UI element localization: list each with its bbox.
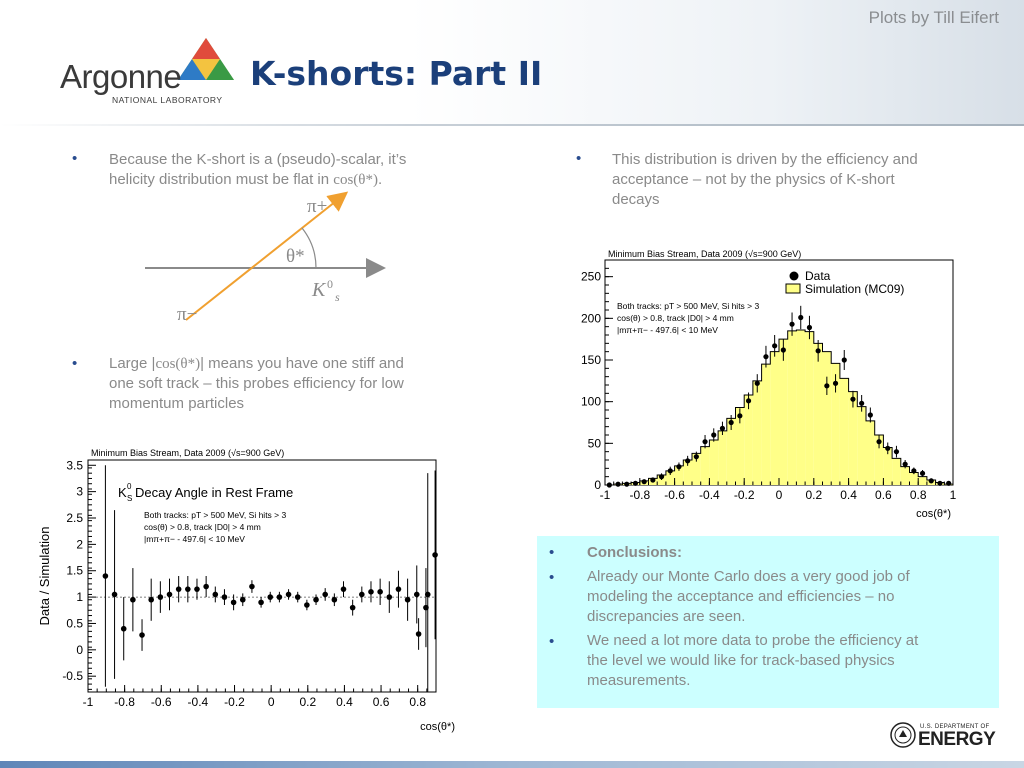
ratio-point [249, 584, 255, 590]
left-bullet-2 [109, 354, 404, 414]
argonne-logo-icon [178, 38, 234, 86]
ratio-point [313, 597, 319, 603]
y-tick-label: 0.5 [66, 616, 83, 631]
data-point [868, 412, 873, 417]
ratio-point [322, 592, 328, 598]
ratio-point [432, 552, 438, 558]
data-point [807, 325, 812, 330]
kaon-superscript: 0 [327, 277, 333, 291]
simulation-bin [762, 364, 771, 485]
data-point [833, 381, 838, 386]
simulation-bin [701, 447, 710, 485]
simulation-bin [805, 332, 814, 485]
x-tick-label: 0.4 [840, 488, 857, 502]
simulation-bin [918, 477, 927, 485]
data-point [624, 482, 629, 487]
data-point [702, 439, 707, 444]
subtitle-superscript: 0 [127, 482, 132, 491]
x-tick-label: 0.2 [805, 488, 823, 502]
bullet-marker: • [549, 569, 555, 586]
simulation-bin [718, 431, 727, 485]
data-point [946, 481, 951, 486]
ratio-point [295, 594, 301, 600]
conclusion-2-line-2: the level we would like for track-based physics [587, 652, 895, 669]
y-tick-label: 50 [587, 436, 601, 451]
argonne-logo-subtitle: NATIONAL LABORATORY [112, 95, 223, 105]
data-point [659, 474, 664, 479]
ratio-point [112, 592, 118, 598]
cut-line-2: cos(θ) > 0.8, track |D0| > 4 mm [617, 313, 734, 323]
ratio-point [425, 592, 431, 598]
data-point [876, 439, 881, 444]
simulation-bin [892, 458, 901, 485]
data-point [737, 413, 742, 418]
argonne-logo-text: Argonne [60, 58, 182, 95]
ratio-point [167, 592, 173, 598]
y-tick-label: 0 [76, 642, 83, 657]
chart-header: Minimum Bias Stream, Data 2009 (√s=900 GeV) [91, 448, 285, 458]
y-tick-label: 150 [580, 353, 601, 367]
left-bullet-2-line-2: one soft track – this probes efficiency for low [109, 375, 404, 392]
y-tick-label: 3.5 [66, 458, 83, 473]
y-tick-label: 0 [594, 478, 601, 492]
data-point [633, 481, 638, 486]
x-tick-label: -0.8 [114, 695, 135, 709]
bullet-marker: • [549, 544, 555, 561]
conclusions-heading: Conclusions: [587, 544, 683, 561]
data-point [920, 471, 925, 476]
ratio-point [304, 602, 310, 608]
ratio-point [286, 592, 292, 598]
doe-energy-text: ENERGY [918, 729, 996, 750]
x-tick-label: -0.2 [224, 695, 245, 709]
data-point [668, 468, 673, 473]
simulation-bin [753, 381, 762, 485]
data-point [763, 354, 768, 359]
simulation-bin [814, 343, 823, 485]
ratio-point [414, 592, 420, 598]
ratio-point [139, 632, 145, 638]
x-tick-label: -0.6 [150, 695, 172, 709]
ratio-point [341, 586, 347, 592]
theta-star-label: θ* [286, 246, 305, 267]
x-tick-label: 0.4 [336, 695, 353, 709]
ratio-point [194, 586, 200, 592]
left-bullet-1 [109, 150, 406, 190]
data-point [676, 464, 681, 469]
cut-line-3: |mπ+π− - 497.6| < 10 MeV [617, 325, 718, 335]
ratio-point [231, 600, 237, 606]
math-cos-theta: cos(θ*) [155, 356, 201, 372]
x-tick-label: -1 [82, 695, 94, 709]
x-tick-label: 0 [267, 695, 275, 709]
legend-data-marker [790, 272, 799, 281]
data-point [885, 446, 890, 451]
data-point [755, 381, 760, 386]
data-point [850, 397, 855, 402]
data-point [729, 420, 734, 425]
data-point [859, 401, 864, 406]
left-bullet-2-line-1: Large |cos(θ*)| means you have one stiff and [109, 355, 404, 372]
data-point [937, 481, 942, 486]
data-point [798, 315, 803, 320]
bullet-marker: • [549, 633, 555, 650]
bullet-marker: • [576, 150, 582, 167]
x-tick-label: 0.6 [372, 695, 390, 709]
ratio-point [148, 597, 154, 603]
footer-bar [0, 761, 1024, 768]
simulation-bin [901, 467, 910, 485]
ratio-point [203, 584, 209, 590]
simulation-bin [840, 378, 849, 485]
simulation-bin [779, 339, 788, 485]
x-tick-label: 0.8 [909, 488, 927, 502]
ratio-point [121, 626, 127, 632]
ratio-point [212, 592, 218, 598]
x-tick-label: -0.4 [187, 695, 209, 709]
legend-data-label: Data [805, 269, 831, 283]
subtitle-symbol: K [118, 485, 127, 500]
math-cos-theta: cos(θ*) [333, 172, 378, 188]
simulation-bin [796, 330, 805, 485]
data-point [711, 432, 716, 437]
left-bullet-1-line-1: Because the K-short is a (pseudo)-scalar, it’s [109, 151, 407, 168]
pi-minus-label: π− [177, 304, 198, 325]
x-axis-label: cos(θ*) [916, 508, 951, 520]
cut-line-1: Both tracks: pT > 500 MeV, Si hits > 3 [617, 301, 760, 311]
x-tick-label: 1 [949, 488, 957, 502]
subtitle-subscript: S [127, 494, 133, 503]
data-point [772, 343, 777, 348]
data-point [685, 458, 690, 463]
right-bullet-line-1: This distribution is driven by the efficiency and [612, 151, 918, 168]
ratio-point [277, 594, 283, 600]
data-point [789, 322, 794, 327]
data-point [911, 468, 916, 473]
y-tick-label: 1.5 [66, 563, 83, 578]
right-bullet-line-3: decays [612, 191, 660, 208]
legend-simulation-label: Simulation (MC09) [805, 282, 905, 296]
ratio-point [368, 589, 374, 595]
data-point [642, 479, 647, 484]
left-bullet-1-line-2: helicity distribution must be flat in cos(θ*). [109, 171, 383, 188]
cos-theta-distribution-chart [565, 243, 965, 523]
conclusion-2-line-3: measurements. [587, 672, 691, 689]
doe-seal-icon [890, 722, 916, 748]
ratio-point [267, 594, 273, 600]
data-point [824, 383, 829, 388]
y-axis-label: Data / Simulation [37, 526, 52, 626]
x-tick-label: -0.4 [699, 488, 720, 502]
chart-header: Minimum Bias Stream, Data 2009 (√s=900 GeV) [608, 249, 802, 259]
doe-department-text: U.S. DEPARTMENT OF [920, 724, 990, 730]
y-tick-label: -0.5 [62, 669, 83, 684]
right-bullet [612, 150, 918, 210]
data-point [842, 357, 847, 362]
ratio-point [377, 589, 383, 595]
ratio-point [130, 597, 136, 603]
y-tick-label: 100 [580, 394, 601, 409]
kaon-subscript: s [335, 290, 340, 304]
right-bullet-line-2: acceptance – not by the physics of K-short [612, 171, 895, 188]
ratio-point [258, 600, 264, 606]
data-point [894, 449, 899, 454]
simulation-bin [770, 352, 779, 485]
ratio-point [416, 631, 422, 637]
ratio-point [185, 586, 191, 592]
conclusion-1-line-3: discrepancies are seen. [587, 608, 746, 625]
bullet-marker: • [72, 355, 78, 372]
simulation-bin [709, 440, 718, 485]
data-point [816, 348, 821, 353]
y-tick-label: 250 [580, 269, 601, 284]
simulation-bin [823, 352, 832, 485]
ratio-point [222, 594, 228, 600]
simulation-bin [910, 473, 919, 486]
simulation-bin [788, 331, 797, 485]
ratio-point [240, 597, 246, 603]
ratio-point [359, 592, 365, 598]
x-tick-label: 0.8 [409, 695, 427, 709]
ratio-point [103, 573, 109, 579]
ratio-point [396, 586, 402, 592]
simulation-bin [857, 407, 866, 485]
chart-subtitle: Decay Angle in Rest Frame [135, 485, 294, 500]
data-point [615, 482, 620, 487]
data-point [694, 454, 699, 459]
plot-credit: Plots by Till Eifert [868, 8, 999, 27]
bullet-marker: • [72, 150, 78, 167]
x-tick-label: -0.2 [733, 488, 755, 502]
x-tick-label: 0.6 [875, 488, 892, 502]
cut-line-1: Both tracks: pT > 500 MeV, Si hits > 3 [144, 510, 287, 520]
x-axis-label: cos(θ*) [420, 721, 455, 733]
left-bullet-2-line-3: momentum particles [109, 395, 245, 412]
ratio-point [350, 605, 356, 611]
x-tick-label: -1 [599, 488, 611, 502]
data-point [781, 347, 786, 352]
conclusion-item-1 [587, 567, 910, 627]
ratio-point [158, 594, 164, 600]
x-tick-label: -0.8 [629, 488, 651, 502]
decay-angle-diagram [140, 190, 400, 330]
slide-title: K-shorts: Part II [250, 54, 543, 93]
y-tick-label: 2 [76, 537, 83, 552]
data-simulation-ratio-chart [33, 440, 463, 740]
cut-line-3: |mπ+π− - 497.6| < 10 MeV [144, 534, 245, 544]
x-tick-label: 0.2 [299, 695, 317, 709]
simulation-bin [866, 421, 875, 485]
conclusion-1-line-1: Already our Monte Carlo does a very good job of [587, 568, 910, 585]
data-point [903, 462, 908, 467]
ratio-point [405, 597, 411, 603]
pi-plus-label: π+ [307, 196, 328, 217]
y-tick-label: 3 [76, 484, 83, 499]
y-tick-label: 200 [580, 311, 601, 326]
conclusion-1-line-2: modeling the acceptance and efficiencies – no [587, 588, 895, 605]
ratio-point [332, 597, 338, 603]
header-divider [0, 124, 1024, 126]
data-point [720, 426, 725, 431]
y-tick-label: 1 [76, 590, 83, 605]
cut-line-2: cos(θ) > 0.8, track |D0| > 4 mm [144, 522, 261, 532]
conclusion-item-2 [587, 631, 918, 691]
x-tick-label: -0.6 [664, 488, 685, 502]
y-tick-label: 2.5 [66, 511, 83, 525]
data-point [746, 398, 751, 403]
ratio-point [386, 594, 392, 600]
legend-simulation-swatch [786, 284, 800, 293]
ratio-point [176, 586, 182, 592]
conclusion-2-line-1: We need a lot more data to probe the efficiency at [587, 632, 919, 649]
kaon-label: K [312, 279, 326, 301]
data-point [650, 477, 655, 482]
data-point [929, 478, 934, 483]
x-tick-label: 0 [775, 488, 783, 502]
